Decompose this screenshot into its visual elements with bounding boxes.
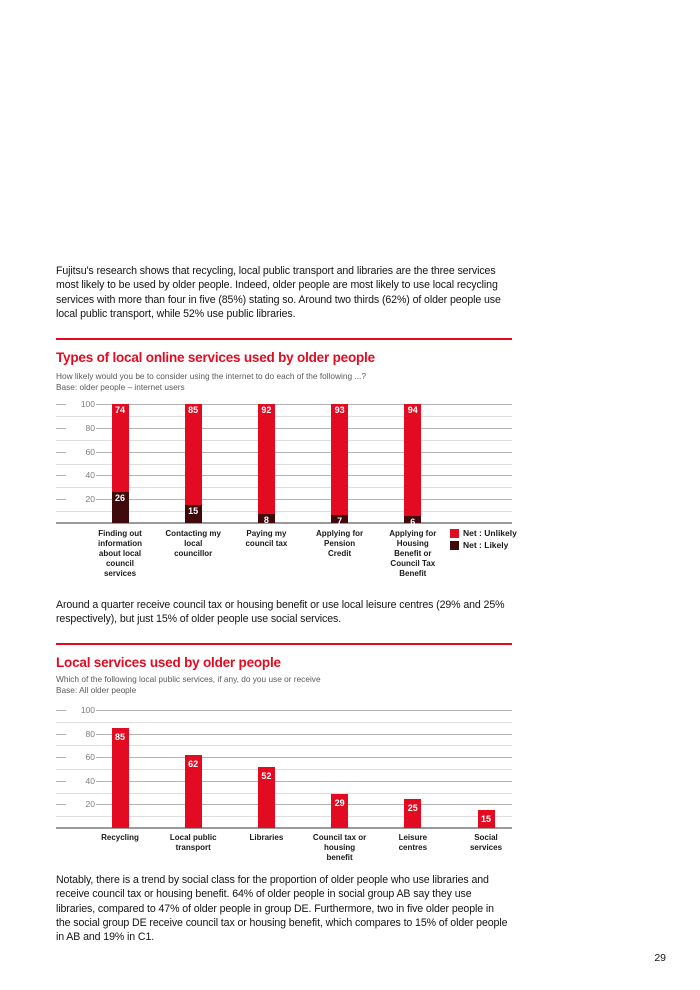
bar [404,799,421,829]
chart2-title: Local services used by older people [56,655,281,670]
bar-value-label: 26 [114,493,125,504]
bar-segment-series-1 [185,505,202,523]
chart2-category-axis [56,831,516,871]
category-label: Paying my council tax [245,529,288,548]
bar-value-label: 8 [263,514,269,525]
bar-segment-series-0 [112,404,129,492]
bar-segment-series-0 [258,404,275,514]
gridline [56,722,512,723]
page-number: 29 [654,952,666,964]
bar-value-label: 94 [407,405,418,415]
closing-paragraph: Notably, there is a trend by social class for the proportion of older people who use libraries and receive council tax or housing benefit. 64% of older people in social group AB say they use libraries, compared to 47% of older people in group DE. Furthermore, two in five older people in the social group DE receive council tax or housing benefit, which compares to 15% of older people in AB and 19% in C1. [56,874,508,944]
y-axis-label: 100 [66,399,96,409]
chart2-plot [56,705,512,828]
bar-value-label: 25 [407,802,418,813]
bar-segment-series-1 [112,492,129,523]
middle-paragraph: Around a quarter receive council tax or housing benefit or use local leisure centres (29% and 25% respectively), but just 15% of older people use social services. [56,599,505,626]
bar [258,767,275,828]
category-label: Applying for Pension Credit [316,529,364,558]
chart2-question: Which of the following local public services, if any, do you use or receive [56,674,321,684]
chart1-plot [56,399,512,527]
bar-value-label: 7 [337,515,343,526]
category-label: Social services [469,833,503,852]
category-label: Local public transport [169,833,217,852]
chart1-question: How likely would you be to consider using the internet to do each of the following ...? [56,371,366,381]
legend-swatch-icon [450,529,459,538]
category-label: Applying for Housing Benefit or Council Tax Benefit [389,529,437,578]
y-axis-label: 60 [66,447,96,457]
chart-legend [450,529,517,552]
legend-item [450,529,517,539]
bar-segment-series-0 [185,404,202,505]
section-divider-2 [56,643,512,645]
y-axis-label: 100 [66,705,96,715]
bar-value-label: 52 [261,770,272,781]
bar-segment-series-0 [404,404,421,516]
category-label: Leisure centres [398,833,428,852]
y-axis-label: 60 [66,752,96,762]
category-label: Contacting my local councillor [165,529,221,558]
bar-segment-series-1 [404,516,421,527]
bar-value-label: 85 [114,731,125,742]
section-divider-1 [56,338,512,340]
bar-value-label: 92 [261,405,272,415]
bar-segment-series-0 [331,404,348,515]
bar-value-label: 85 [188,405,199,415]
chart1-base: Base: older people – internet users [56,382,185,392]
intro-paragraph: Fujitsu's research shows that recycling, local public transport and libraries are the three services most likely to be used by older people. Indeed, older people are most likely to use local recycling services with more than four in five (85%) stating so. Around two thirds (62%) of older people use local public transport, while 52% use public libraries. [56,265,501,320]
bar-value-label: 15 [480,814,491,825]
chart1-category-axis [56,527,516,589]
bar-value-label: 6 [410,516,416,527]
legend-label: Net : Unlikely [463,528,517,538]
category-label: Finding out information about local council services [98,529,142,578]
gridline [56,710,512,711]
category-label: Libraries [249,833,284,842]
chart1-title: Types of local online services used by older people [56,350,375,365]
bar [112,728,129,828]
y-axis-label: 40 [66,470,96,480]
bar-value-label: 93 [334,405,345,415]
category-label: Council tax or housing benefit [312,833,367,862]
y-axis-label: 80 [66,423,96,433]
y-axis-label: 80 [66,729,96,739]
y-axis-label: 40 [66,776,96,786]
bar-segment-series-1 [258,514,275,524]
category-label: Recycling [101,833,139,842]
legend-item [450,541,517,551]
legend-label: Net : Likely [463,539,509,550]
bar-value-label: 29 [334,797,345,808]
chart2-base: Base: All older people [56,685,137,695]
y-axis-label: 20 [66,799,96,809]
legend-swatch-icon [450,541,459,550]
y-axis-label: 20 [66,494,96,504]
bar-value-label: 15 [188,506,199,517]
bar [185,755,202,828]
bar-segment-series-1 [331,515,348,526]
bar-value-label: 74 [114,405,125,415]
bar-value-label: 62 [188,758,199,769]
bar [331,794,348,828]
bar [478,810,495,828]
